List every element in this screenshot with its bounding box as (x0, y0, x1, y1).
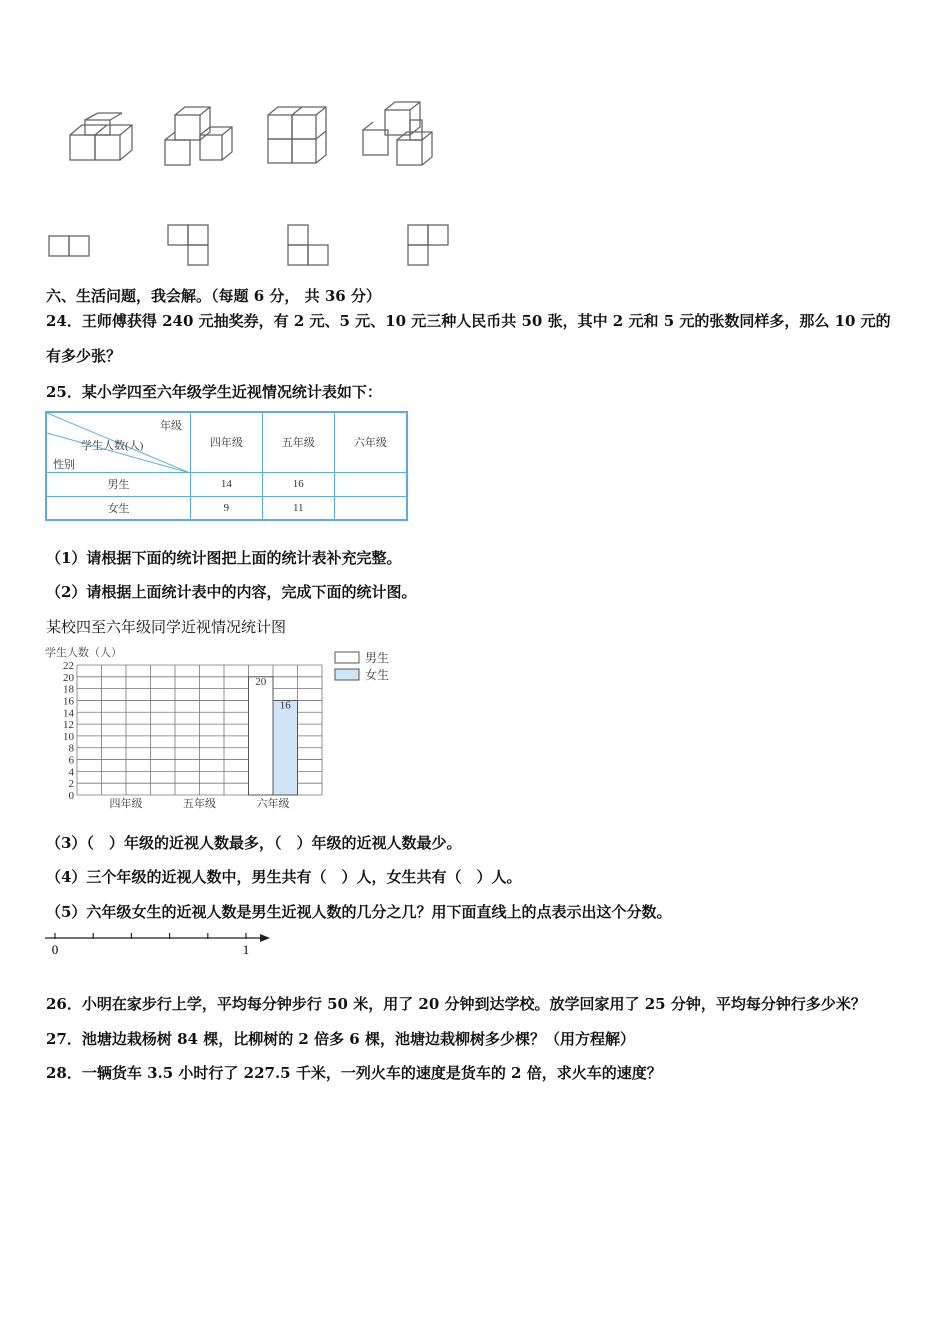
x-tick-label: 五年级 (183, 798, 216, 810)
y-tick-label: 14 (63, 707, 74, 720)
number-line-end: 1 (242, 942, 250, 957)
table-corner (46, 412, 191, 472)
x-tick-label: 六年级 (256, 798, 290, 810)
row-label: 男生 (46, 472, 191, 496)
cube-figure-4 (363, 102, 432, 165)
y-tick-label: 8 (68, 742, 74, 755)
y-tick-label: 16 (63, 695, 74, 708)
q24-line1: 24．王师傅获得 240 元抽奖券，有 2 元、5 元、10 元三种人民币共 50 张，其中 2 元和 5 元的张数同样多，那么 10 元的 (46, 312, 891, 330)
cell: 16 (262, 472, 334, 496)
stat-table (45, 411, 408, 521)
q25-sub1: （1）请根据下面的统计图把上面的统计表补充完整。 (46, 549, 402, 567)
corner-top: 年级 (160, 420, 182, 432)
y-tick-label: 20 (63, 671, 74, 684)
cell: 14 (191, 472, 263, 496)
y-axis-label: 学生人数（人） (45, 647, 122, 659)
y-tick-label: 18 (63, 683, 74, 696)
cell (334, 472, 407, 496)
cube-figure-3 (268, 107, 326, 163)
legend-label: 男生 (365, 651, 390, 665)
view-shape-2 (168, 225, 208, 265)
cube-figure-2 (165, 107, 232, 165)
section-six-title: 六、生活问题，我会解。（每题 6 分， 共 36 分） (46, 287, 381, 305)
cube-figures (40, 95, 460, 280)
legend-swatch (335, 669, 359, 680)
q27: 27．池塘边栽杨树 84 棵，比柳树的 2 倍多 6 棵，池塘边栽柳树多少棵？（用方程解） (46, 1030, 635, 1048)
corner-bottom: 性别 (53, 459, 75, 471)
col-header: 四年级 (191, 412, 263, 472)
corner-mid: 学生人数(人) (81, 440, 144, 452)
table-row (46, 496, 407, 520)
data-label: 20 (255, 675, 267, 688)
y-tick-label: 6 (68, 754, 74, 767)
number-line-start: 0 (51, 942, 59, 957)
bar-chart (40, 640, 410, 815)
cell: 11 (262, 496, 334, 520)
q25-sub5: （5）六年级女生的近视人数是男生近视人数的几分之几？用下面直线上的点表示出这个分数。 (46, 903, 672, 921)
q25-intro: 25．某小学四至六年级学生近视情况统计表如下： (46, 383, 382, 401)
y-tick-label: 2 (68, 778, 74, 791)
view-shape-4 (408, 225, 448, 265)
data-label: 16 (279, 699, 291, 712)
q28: 28．一辆货车 3.5 小时行了 227.5 千米，一列火车的速度是货车的 2 倍，求火车的速度？ (46, 1064, 662, 1082)
q24-line2: 有多少张？ (46, 347, 122, 365)
legend-swatch (335, 652, 359, 663)
number-line (40, 926, 280, 960)
bar-boys (249, 677, 274, 795)
row-label: 女生 (46, 496, 191, 520)
q25-sub2: （2）请根据上面统计表中的内容，完成下面的统计图。 (46, 583, 417, 601)
cell: 9 (191, 496, 263, 520)
view-shape-1 (49, 236, 89, 256)
q26: 26．小明在家步行上学，平均每分钟步行 50 米，用了 20 分钟到达学校。放学回家用了 25 分钟，平均每分钟行多少米？ (46, 995, 866, 1013)
q25-sub4: （4）三个年级的近视人数中，男生共有（ ）人，女生共有（ ）人。 (46, 868, 522, 886)
y-tick-label: 0 (68, 790, 74, 802)
col-header: 五年级 (262, 412, 334, 472)
chart-title: 某校四至六年级同学近视情况统计图 (46, 618, 287, 636)
table-row (46, 472, 407, 496)
bar-girls (273, 700, 298, 795)
x-tick-label: 四年级 (109, 798, 143, 810)
y-tick-label: 12 (63, 719, 74, 732)
y-tick-label: 22 (63, 660, 74, 672)
arrow-icon (260, 934, 270, 942)
col-header: 六年级 (334, 412, 407, 472)
cube-figure-1 (70, 113, 132, 160)
cell (334, 496, 407, 520)
q25-sub3: （3）（ ）年级的近视人数最多，（ ）年级的近视人数最少。 (46, 834, 462, 852)
legend-label: 女生 (365, 668, 390, 682)
y-tick-label: 10 (63, 730, 74, 743)
y-tick-label: 4 (68, 766, 74, 779)
view-shape-3 (288, 225, 328, 265)
